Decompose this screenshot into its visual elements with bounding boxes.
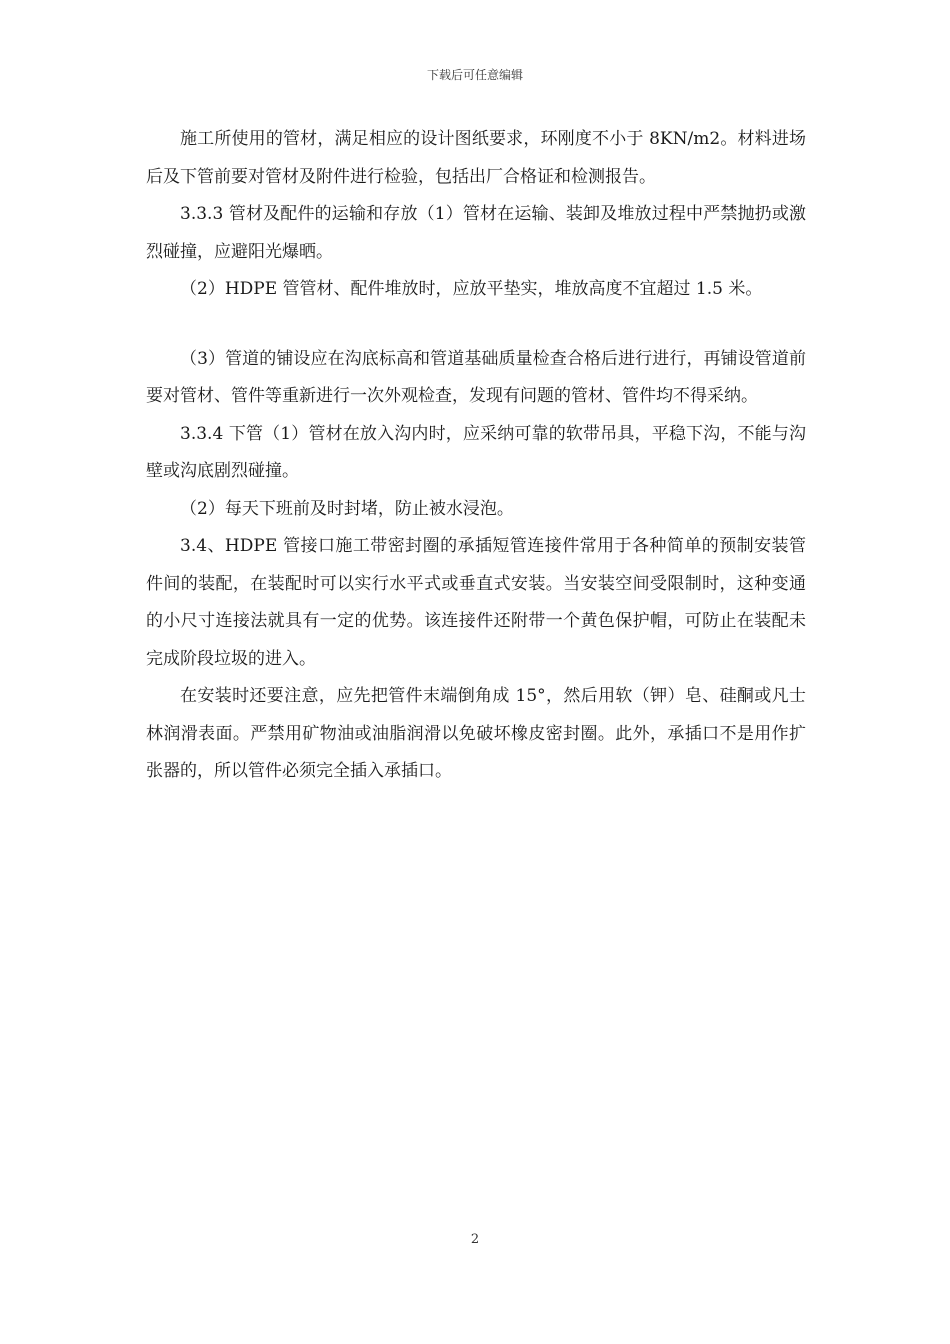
paragraph-pipe-requirements: 施工所使用的管材，满足相应的设计图纸要求，环刚度不小于 8KN/m2。材料进场后及下管前要对管材及附件进行检验，包括出厂合格证和检测报告。 xyxy=(146,129,806,187)
page-header: 下载后可任意编辑 xyxy=(426,68,523,82)
paragraph-installation: 在安装时还要注意，应先把管件末端倒角成 15°，然后用软（钾）皂、硅酮或凡士林润滑表面。严禁用矿物油或油脂润滑以免破坏橡皮密封圈。此外，承插口不是用作扩张器的，所以管件必须完全插入承插口。 xyxy=(146,686,806,781)
page-number: 2 xyxy=(470,1232,480,1247)
document-body xyxy=(146,121,806,791)
paragraph-3-4: 3.4、HDPE 管接口施工带密封圈的承插短管连接件常用于各种简单的预制安装管件间的装配，在装配时可以实行水平式或垂直式安装。当安装空间受限制时，这种变通的小尺寸连接法就具有一定的优势。该连接件还附带一个黄色保护帽，可防止在装配未完成阶段垃圾的进入。 xyxy=(146,536,806,669)
paragraph-stacking: （2）HDPE 管管材、配件堆放时，应放平垫实，堆放高度不宜超过 1.5 米。 xyxy=(180,279,763,299)
paragraph-laying: （3）管道的铺设应在沟底标高和管道基础质量检查合格后进行进行，再铺设管道前要对管材、管件等重新进行一次外观检查，发现有问题的管材、管件均不得采纳。 xyxy=(146,348,806,406)
paragraph-3-3-4: 3.3.4 下管（1）管材在放入沟内时，应采纳可靠的软带吊具，平稳下沟，不能与沟壁或沟底剧烈碰撞。 xyxy=(146,423,806,481)
paragraph-3-3-3: 3.3.3 管材及配件的运输和存放（1）管材在运输、装卸及堆放过程中严禁抛扔或激烈碰撞，应避阳光爆晒。 xyxy=(146,204,806,262)
paragraph-sealing: （2）每天下班前及时封堵，防止被水浸泡。 xyxy=(180,498,514,519)
